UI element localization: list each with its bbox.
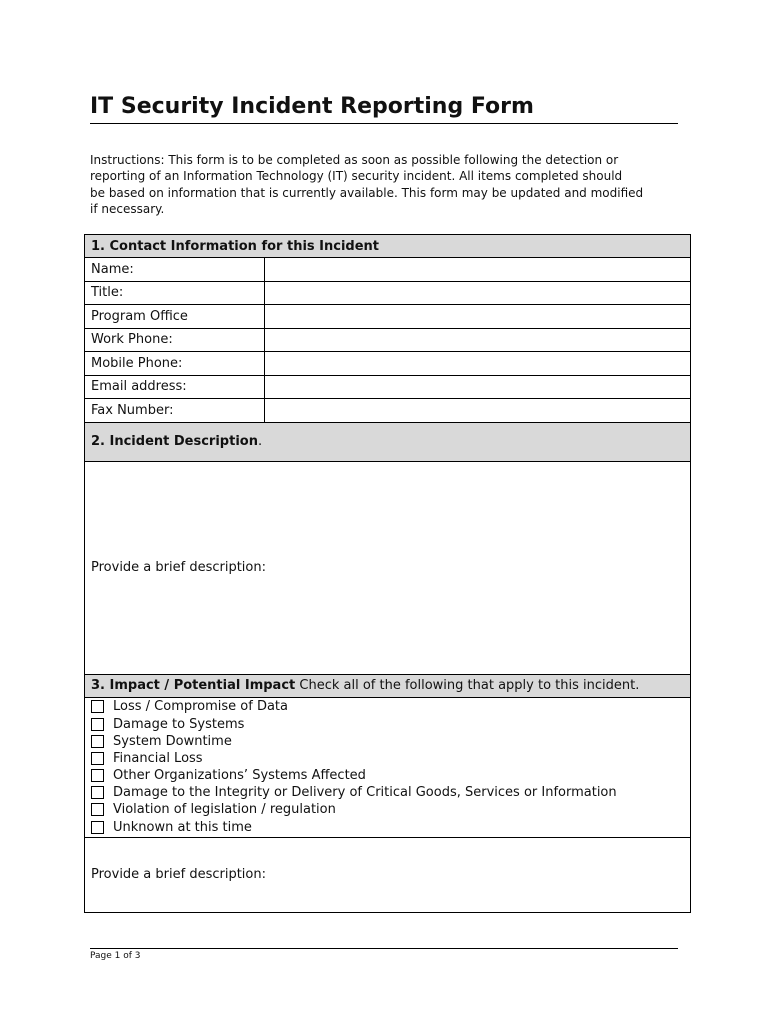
checkbox[interactable] [91, 786, 104, 799]
checkbox-label: Other Organizations’ Systems Affected [113, 768, 366, 784]
checkbox[interactable] [91, 803, 104, 816]
table-row [85, 305, 691, 329]
checkbox-label: Financial Loss [113, 750, 203, 766]
checkbox-label: Unknown at this time [113, 819, 252, 835]
instructions-line: Instructions: This form is to be completed as soon as possible following the detection or [90, 153, 619, 167]
impact-description-field[interactable] [85, 837, 691, 912]
impact-description-row [85, 837, 691, 912]
field-label-work-phone: Work Phone: [85, 328, 265, 352]
table-row [85, 328, 691, 352]
impact-option-financial-loss[interactable] [91, 750, 684, 767]
mobile-phone-field[interactable] [265, 352, 691, 376]
checkbox[interactable] [91, 752, 104, 765]
title-field[interactable] [265, 281, 691, 305]
instructions-line: reporting of an Information Technology (IT) security incident. All items completed should [90, 169, 623, 184]
section-3-heading [85, 674, 691, 697]
field-label-program-office: Program Office [85, 305, 265, 329]
section-1-heading: 1. Contact Information for this Incident [85, 235, 691, 258]
section-2-heading-rest: . [257, 434, 263, 449]
name-field[interactable] [265, 258, 691, 282]
checkbox-label: Damage to the Integrity or Delivery of Critical Goods, Services or Information [113, 785, 617, 801]
impact-option-integrity-delivery[interactable] [91, 784, 684, 801]
checkbox[interactable] [91, 735, 104, 748]
checkbox-label: System Downtime [113, 733, 232, 749]
program-office-field[interactable] [265, 305, 691, 329]
section-2-header [85, 422, 691, 461]
section-1-header [85, 235, 691, 258]
impact-options-row [85, 697, 691, 837]
table-row [85, 258, 691, 282]
field-label-fax: Fax Number: [85, 399, 265, 423]
instructions-line: be based on information that is currently available. This form may be updated and modified [90, 185, 644, 200]
section-2-heading-bold: 2. Incident Description [91, 434, 258, 449]
work-phone-field[interactable] [265, 328, 691, 352]
field-label-name: Name: [85, 258, 265, 282]
checkbox-label: Damage to Systems [113, 716, 245, 732]
checkbox[interactable] [91, 821, 104, 834]
fax-field[interactable] [265, 399, 691, 423]
instructions-line: if necessary. [90, 201, 165, 216]
checkbox-label: Loss / Compromise of Data [113, 699, 288, 715]
incident-description-row [85, 461, 691, 674]
impact-options [85, 697, 691, 837]
incident-form-table [84, 234, 691, 913]
field-label-title: Title: [85, 281, 265, 305]
section-2-heading [85, 422, 691, 461]
incident-description-field[interactable] [85, 461, 691, 674]
section-3-heading-bold: 3. Impact / Potential Impact [91, 678, 296, 693]
checkbox-label: Violation of legislation / regulation [113, 802, 336, 818]
impact-option-violation-legislation[interactable] [91, 801, 684, 818]
checkbox[interactable] [91, 718, 104, 731]
description-label: Provide a brief description: [91, 560, 266, 575]
table-row [85, 375, 691, 399]
impact-option-unknown[interactable] [91, 819, 684, 836]
impact-option-system-downtime[interactable] [91, 733, 684, 750]
field-label-mobile-phone: Mobile Phone: [85, 352, 265, 376]
section-3-header [85, 674, 691, 697]
table-row [85, 399, 691, 423]
page-number: Page 1 of 3 [90, 951, 141, 961]
table-row [85, 352, 691, 376]
impact-option-other-organizations[interactable] [91, 767, 684, 784]
field-label-email: Email address: [85, 375, 265, 399]
checkbox[interactable] [91, 769, 104, 782]
footer-divider [90, 948, 678, 949]
impact-option-loss-of-data[interactable] [91, 698, 684, 715]
table-row [85, 281, 691, 305]
page-title: IT Security Incident Reporting Form [90, 93, 678, 124]
impact-option-damage-to-systems[interactable] [91, 715, 684, 732]
section-3-heading-rest: Check all of the following that apply to this incident. [295, 678, 640, 693]
checkbox[interactable] [91, 700, 104, 713]
instructions [90, 152, 690, 217]
description-label: Provide a brief description: [91, 867, 266, 882]
email-field[interactable] [265, 375, 691, 399]
